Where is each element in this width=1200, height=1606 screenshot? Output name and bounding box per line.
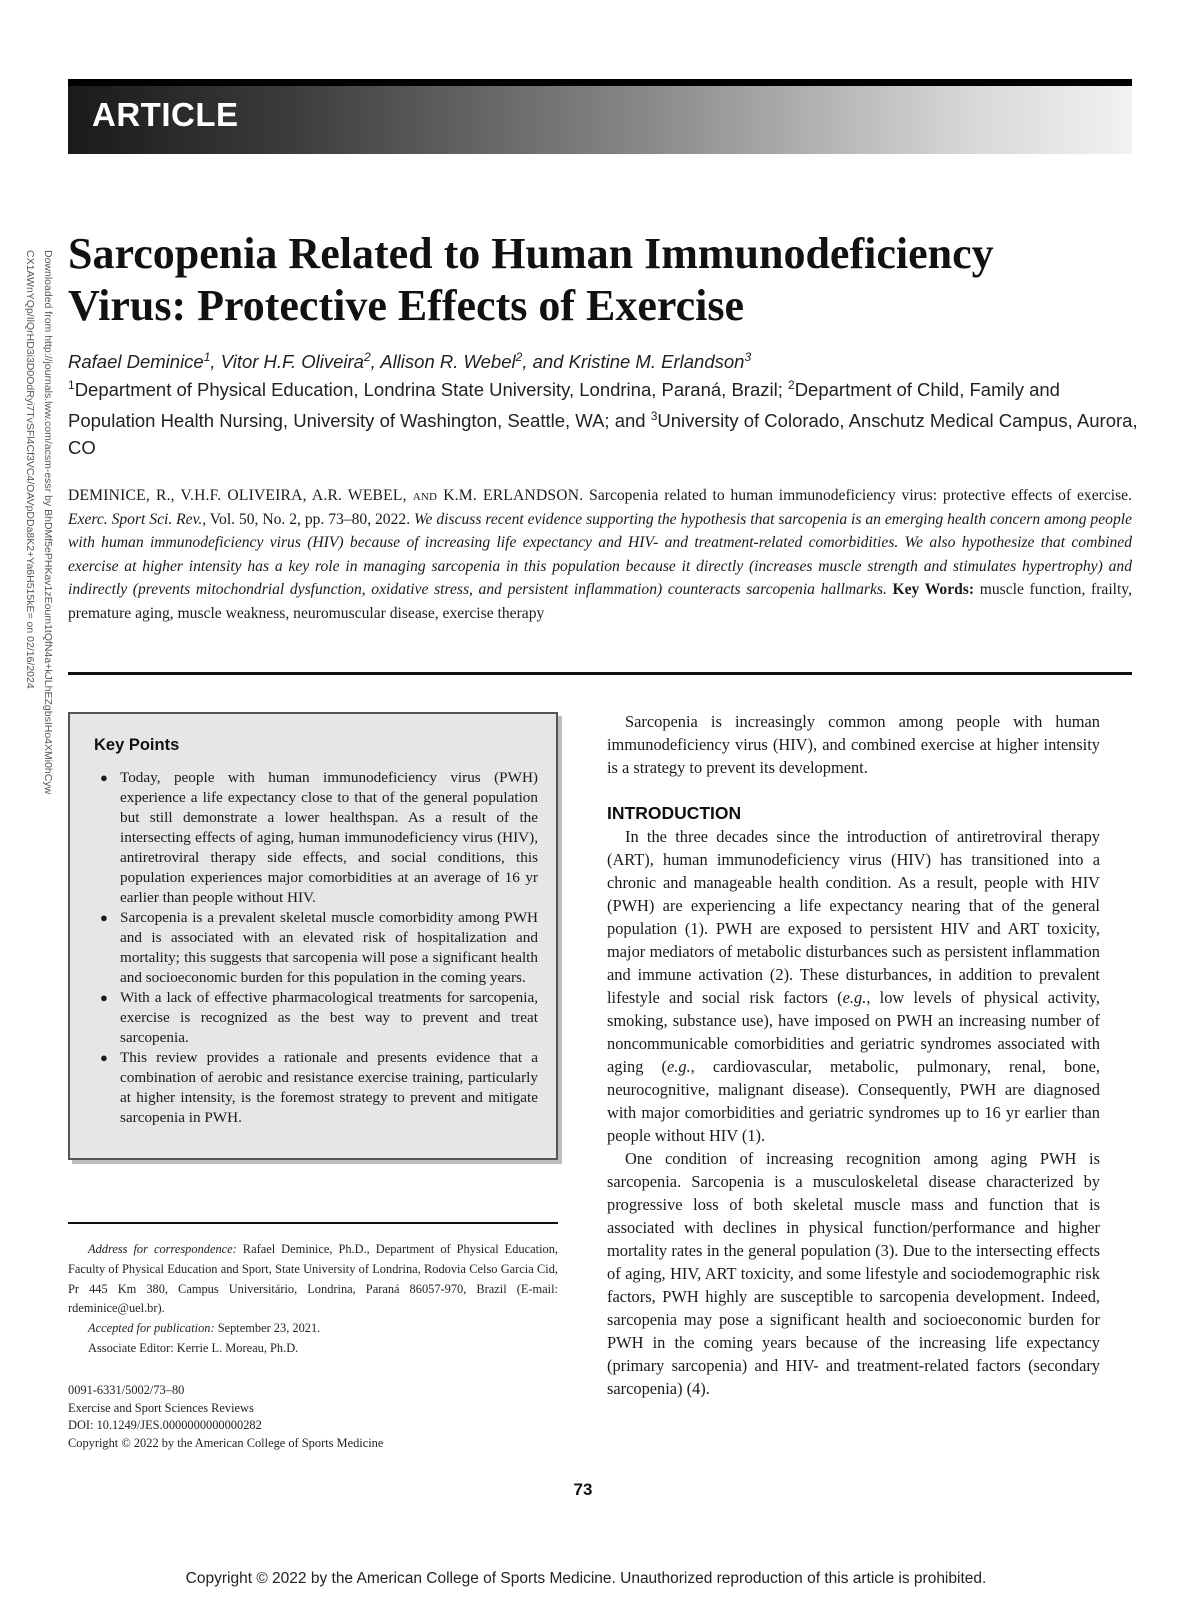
- text-run-italic: e.g.: [667, 1057, 691, 1076]
- journal-line: Exercise and Sport Sciences Reviews: [68, 1400, 254, 1415]
- author-name: Kristine M. Erlandson: [568, 351, 745, 373]
- author-affil-sup: 2: [363, 350, 371, 364]
- text-run: , cardiovascular, metabolic, pulmonary, renal, bone, neurocognitive, malignant disease). Consequently, PWH are diagnosed with major comorbidities and geriatric syndromes up to 16 yr earlier than people without HIV (1).: [607, 1057, 1100, 1145]
- author-list: [68, 350, 1132, 373]
- article-type-label: ARTICLE: [92, 96, 239, 133]
- title-line-1: Sarcopenia Related to Human Immunodeficiency: [68, 229, 994, 278]
- publication-info: [68, 1382, 558, 1452]
- intro-paragraph-2: One condition of increasing recognition among aging PWH is sarcopenia. Sarcopenia is a musculoskeletal disease characterized by progressive loss of both skeletal muscle mass and function that is associated with declines in physical function/performance and higher mortality rates in the general population (3). Due to the intersecting effects of aging, HIV, ART toxicity, and some lifestyle and sociodemographic risk factors, PWH highly are susceptible to sarcopenia development. Indeed, sarcopenia may pose a significant health and socioeconomic burden for PWH in the coming years because of the increasing life expectancy (primary sarcopenia) and HIV- and treatment-related factors (secondary sarcopenia) (4).: [607, 1149, 1100, 1398]
- correspondence-label: Address for correspondence:: [88, 1242, 237, 1256]
- introduction-heading: INTRODUCTION: [607, 803, 742, 823]
- article-type-banner: [68, 79, 1132, 154]
- doi-line: DOI: 10.1249/JES.0000000000000282: [68, 1418, 262, 1432]
- watermark-line-2: CX1AWnYQp/IlQrHD3i3D0OdRyi7TvSFl4Cf3VC4/OAVpDDa8K2+Ya6H515kE= on 02/16/2024: [24, 250, 36, 689]
- citation-authors: DEMINICE, R., V.H.F. OLIVEIRA, A.R. WEBEL, and K.M. ERLANDSON.: [68, 487, 584, 504]
- key-point-text: Today, people with human immunodeficiency virus (PWH) experience a life expectancy close to that of the general population but still demonstrate a lower healthspan. As a result of the intersecting effects of aging, human immunodeficiency virus (HIV), antiretroviral therapy side effects, and social conditions, this population experiences major comorbidities at an average of 16 yr earlier than people without HIV.: [120, 769, 538, 906]
- download-watermark: [12, 250, 72, 970]
- text-run: In the three decades since the introduction of antiretroviral therapy (ART), human immunodeficiency virus (HIV) has transitioned into a chronic and manageable health condition. As a result, people with HIV (PWH) are experiencing a life expectancy nearing that of the general population (1). PWH are exposed to persistent HIV and ART toxicity, major mediators of metabolic disturbances such as persistent inflammation and immune activation (2). These disturbances, in addition to prevalent lifestyle and social risk factors (: [607, 827, 1100, 1007]
- key-point-item: [96, 1048, 538, 1128]
- author-sep: , and: [522, 351, 569, 373]
- article-title: [68, 228, 1148, 332]
- author-affil-sup: 2: [515, 350, 523, 364]
- copyright-notice: Copyright © 2022 by the American College of Sports Medicine. Unauthorized reproduction of this article is prohibited.: [185, 1570, 987, 1587]
- abstract: [68, 484, 1132, 626]
- key-point-item: [96, 908, 538, 988]
- author-affil-sup: 1: [203, 350, 211, 364]
- associate-editor: Associate Editor: Kerrie L. Moreau, Ph.D.: [88, 1340, 299, 1355]
- bullet-icon: ●: [100, 910, 108, 925]
- text-run-italic: e.g.: [842, 988, 867, 1007]
- journal-name: Exerc. Sport Sci. Rev.: [68, 510, 203, 528]
- key-point-text: Sarcopenia is a prevalent skeletal muscle comorbidity among PWH and is associated with an elevated risk of hospitalization and mortality; this suggests that sarcopenia will pose a significant health and socioeconomic burden for this population in the coming years.: [120, 909, 538, 986]
- correspondence-text: Rafael Deminice, Ph.D., Department of Physical Education, Faculty of Physical Education and Sport, State University of Londrina, Rodovia Celso Garcia Cid, Pr 445 Km 380, Campus Universitário, Londrina, Paraná 86057-970, Brazil (E-mail: rdeminice@uel.br).: [68, 1242, 559, 1316]
- keywords: muscle function, frailty, premature aging, muscle weakness, neuromuscular disease, exercise therapy: [68, 581, 1132, 622]
- bullet-icon: ●: [100, 990, 108, 1005]
- section-divider: [68, 672, 1132, 675]
- accepted-text: September 23, 2021.: [214, 1321, 321, 1336]
- accepted-label: Accepted for publication:: [88, 1321, 215, 1336]
- bullet-icon: ●: [100, 770, 108, 785]
- key-point-text: With a lack of effective pharmacological treatments for sarcopenia, exercise is recognized as the best way to prevent and treat sarcopenia.: [120, 989, 538, 1046]
- key-points-title: Key Points: [94, 736, 180, 754]
- title-line-2: Virus: Protective Effects of Exercise: [68, 281, 745, 330]
- text-run: , low levels of physical activity, smoking, substance use), have imposed on PWH an increasing number of noncommunicable comorbidities and geriatric syndromes associated with aging (: [607, 988, 1100, 1076]
- watermark-line-1: Downloaded from http://journals.lww.com/acsm-essr by BhDMf5ePHKav1zEoum1tQfN4a+kJLhEZgbsIHo4XMi0hCyw: [42, 250, 54, 795]
- issn-line: 0091-6331/5002/73–80: [68, 1383, 185, 1397]
- correspondence-paragraph: [68, 1240, 558, 1319]
- bullet-icon: ●: [100, 1050, 108, 1065]
- affiliation: University of Colorado, Anschutz Medical Campus, Aurora, CO: [68, 410, 1138, 459]
- key-points-list: [96, 768, 538, 1128]
- affiliation-list: [68, 372, 1138, 461]
- author-name: Rafael Deminice: [68, 351, 204, 373]
- intro-paragraph-1: [607, 825, 1100, 1147]
- abstract-body: We discuss recent evidence supporting the hypothesis that sarcopenia is an emerging health concern among people with human immunodeficiency virus (HIV) because of increasing life expectancy and HIV- and treatment-related comorbidities. We also hypothesize that combined exercise at higher intensity has a key role in managing sarcopenia in this population because it directly (increases muscle strength and stimulates hypertrophy) and indirectly (prevents mitochondrial dysfunction, oxidative stress, and persistent inflammation) counteracts sarcopenia hallmarks.: [68, 510, 1132, 599]
- page-number: 73: [573, 1480, 593, 1499]
- copyright-line: Copyright © 2022 by the American College of Sports Medicine: [68, 1435, 384, 1450]
- keywords-label: Key Words:: [886, 581, 975, 599]
- key-point-item: [96, 768, 538, 908]
- main-text-column: [607, 710, 1100, 1400]
- author-name: Vitor H.F. Oliveira: [220, 351, 364, 373]
- affiliation: Department of Child, Family and Population Health Nursing, University of Washington, Seattle, WA; and: [68, 379, 1060, 432]
- affil-sup: 2: [788, 378, 795, 392]
- summary-paragraph: Sarcopenia is increasingly common among people with human immunodeficiency virus (HIV), and combined exercise at higher intensity is a strategy to prevent its development.: [607, 712, 1100, 777]
- key-point-text: This review provides a rationale and presents evidence that a combination of aerobic and resistance exercise training, particularly at higher intensity, is the foremost strategy to prevent and mitigate sarcopenia in PWH.: [120, 1049, 538, 1126]
- author-name: Allison R. Webel: [380, 351, 516, 373]
- correspondence-note: [68, 1240, 558, 1359]
- accepted-paragraph: [68, 1319, 558, 1339]
- author-sep: ,: [370, 351, 381, 373]
- affil-sup: 3: [650, 409, 658, 424]
- author-sep: ,: [210, 351, 221, 373]
- citation-title: Sarcopenia related to human immunodeficiency virus: protective effects of exercise.: [583, 487, 1132, 504]
- citation-volume: , Vol. 50, No. 2, pp. 73–80, 2022.: [202, 510, 414, 528]
- key-points-box: [68, 712, 558, 1160]
- footnote-divider: [68, 1222, 558, 1224]
- key-point-item: [96, 988, 538, 1048]
- author-affil-sup: 3: [744, 350, 752, 364]
- affiliation: Department of Physical Education, Londrina State University, Londrina, Paraná, Brazil;: [74, 379, 788, 401]
- affil-sup: 1: [68, 378, 75, 392]
